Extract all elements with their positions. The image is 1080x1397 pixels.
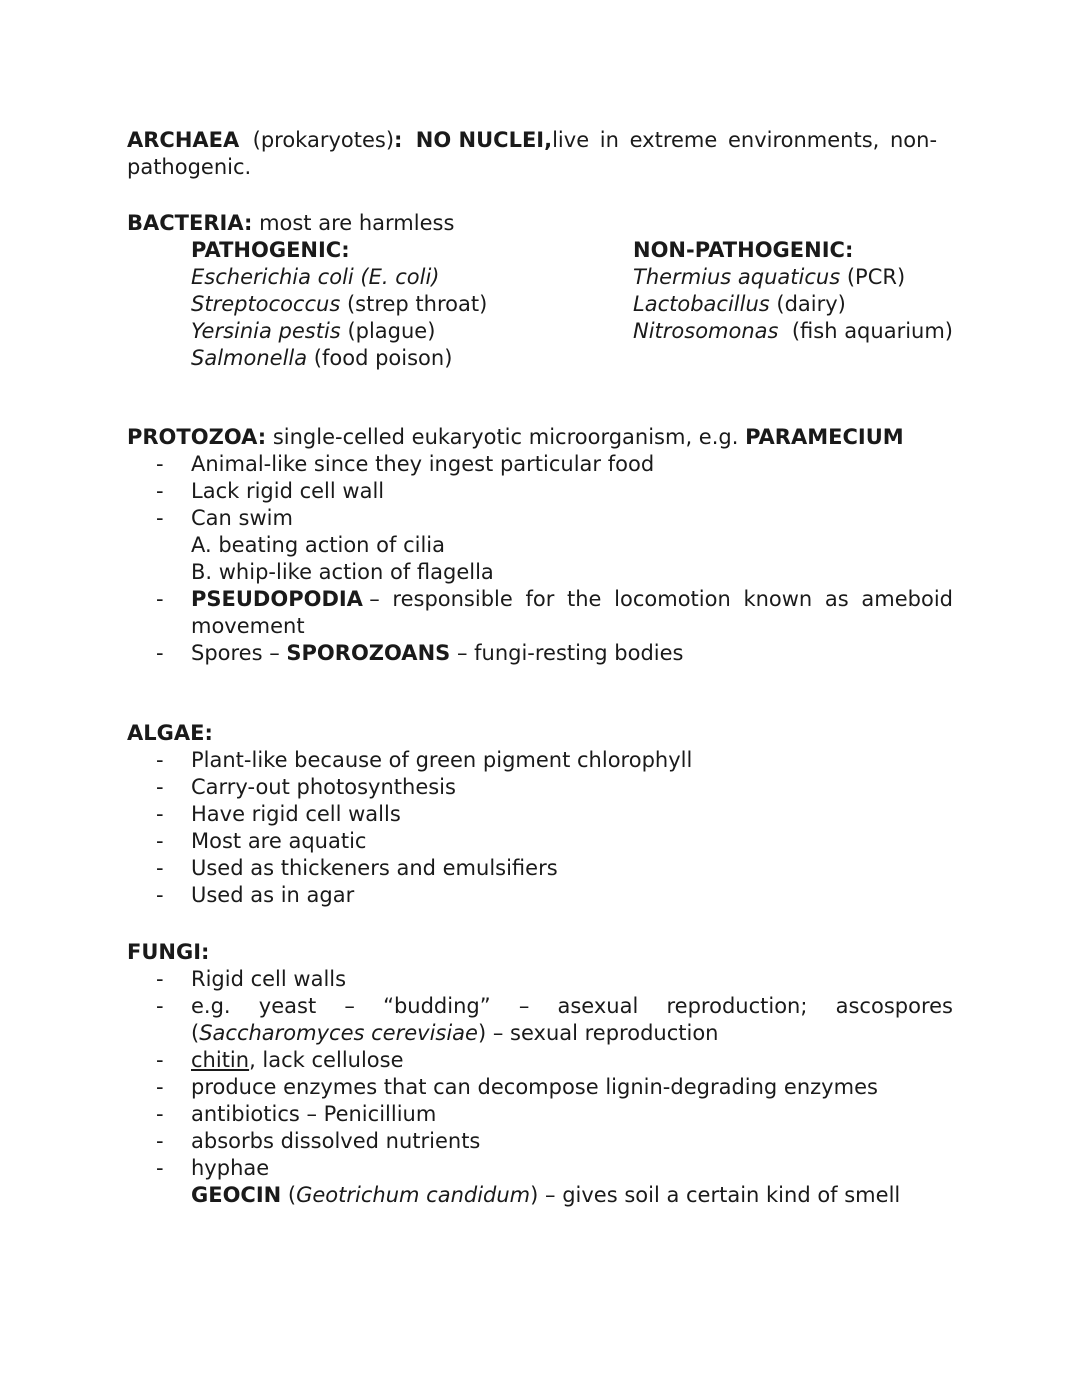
list-item-continuation: (Saccharomyces cerevisiae) – sexual reproduction (191, 1021, 719, 1045)
pathogen-item: Yersinia pestis (plague) (191, 319, 436, 343)
list-item-continuation: movement (191, 614, 305, 638)
document-page (127, 127, 953, 1209)
non-pathogen-item: Thermius aquaticus (PCR) (633, 265, 906, 289)
bacteria-intro-line (127, 210, 953, 237)
protozoa-heading: PROTOZOA: (127, 425, 267, 449)
geocin-line: GEOCIN (Geotrichum candidum) – gives soil a certain kind of smell (191, 1183, 901, 1207)
sub-item-b: B. whip-like action of flagella (191, 560, 494, 584)
algae-heading: ALGAE: (127, 721, 213, 745)
list-item: - produce enzymes that can decompose lignin-degrading enzymes (156, 1075, 878, 1099)
list-item: - PSEUDOPODIA – responsible for the locomotion known as ameboid (156, 587, 953, 611)
list-item: - Plant-like because of green pigment chlorophyll (156, 748, 693, 772)
list-item: - Spores – SPOROZOANS – fungi-resting bodies (156, 641, 684, 665)
non-pathogen-item: Nitrosomonas (fish aquarium) (633, 319, 953, 343)
archaea-line-1: ARCHAEA (prokaryotes): NO NUCLEI, live in extreme environments, non- (127, 128, 938, 152)
list-item: - Most are aquatic (156, 829, 367, 853)
fungi-list (127, 966, 953, 1020)
protozoa-example: PARAMECIUM (745, 425, 904, 449)
list-item: - Animal-like since they ingest particular food (156, 452, 655, 476)
bacteria-columns (127, 237, 953, 372)
list-item: - e.g. yeast – “budding” – asexual reproduction; ascospores (156, 994, 953, 1018)
algae-list (127, 747, 953, 909)
protozoa-intro: single-celled eukaryotic microorganism, e.g. (272, 425, 739, 449)
protozoa-list (127, 451, 953, 532)
fungi-heading: FUNGI: (127, 940, 210, 964)
non-pathogenic-column (633, 237, 953, 372)
list-item: - antibiotics – Penicillium (156, 1102, 437, 1126)
pathogen-item: Streptococcus (strep throat) (191, 292, 488, 316)
non-pathogen-item: Lactobacillus (dairy) (633, 292, 846, 316)
list-item: - chitin, lack cellulose (156, 1048, 404, 1072)
archaea-paren: (prokaryotes) (252, 128, 395, 152)
sub-item-a: A. beating action of cilia (191, 533, 445, 557)
pathogen-item: Escherichia coli (E. coli) (191, 265, 440, 289)
pathogen-item: Salmonella (food poison) (191, 346, 453, 370)
list-item: - absorbs dissolved nutrients (156, 1129, 481, 1153)
bacteria-heading: BACTERIA: (127, 211, 253, 235)
list-item: - Carry-out photosynthesis (156, 775, 456, 799)
list-item: - Rigid cell walls (156, 967, 347, 991)
archaea-line-2: pathogenic. (127, 155, 252, 179)
list-item: - Lack rigid cell wall (156, 479, 385, 503)
archaea-emph: NO NUCLEI, (415, 128, 553, 152)
protozoa-list-cont (127, 586, 953, 613)
pathogenic-heading: PATHOGENIC: (191, 238, 350, 262)
bacteria-intro: most are harmless (259, 211, 455, 235)
list-item: - hyphae (156, 1156, 270, 1180)
list-item: - Have rigid cell walls (156, 802, 401, 826)
non-pathogenic-heading: NON-PATHOGENIC: (633, 238, 854, 262)
pathogenic-column (191, 237, 633, 372)
list-item: - Can swim (156, 506, 293, 530)
protozoa-intro-line (127, 424, 953, 451)
archaea-rest: live in extreme environments, non- (552, 128, 938, 152)
list-item: - Used as thickeners and emulsifiers (156, 856, 558, 880)
archaea-heading: ARCHAEA (127, 128, 240, 152)
list-item: - Used as in agar (156, 883, 355, 907)
